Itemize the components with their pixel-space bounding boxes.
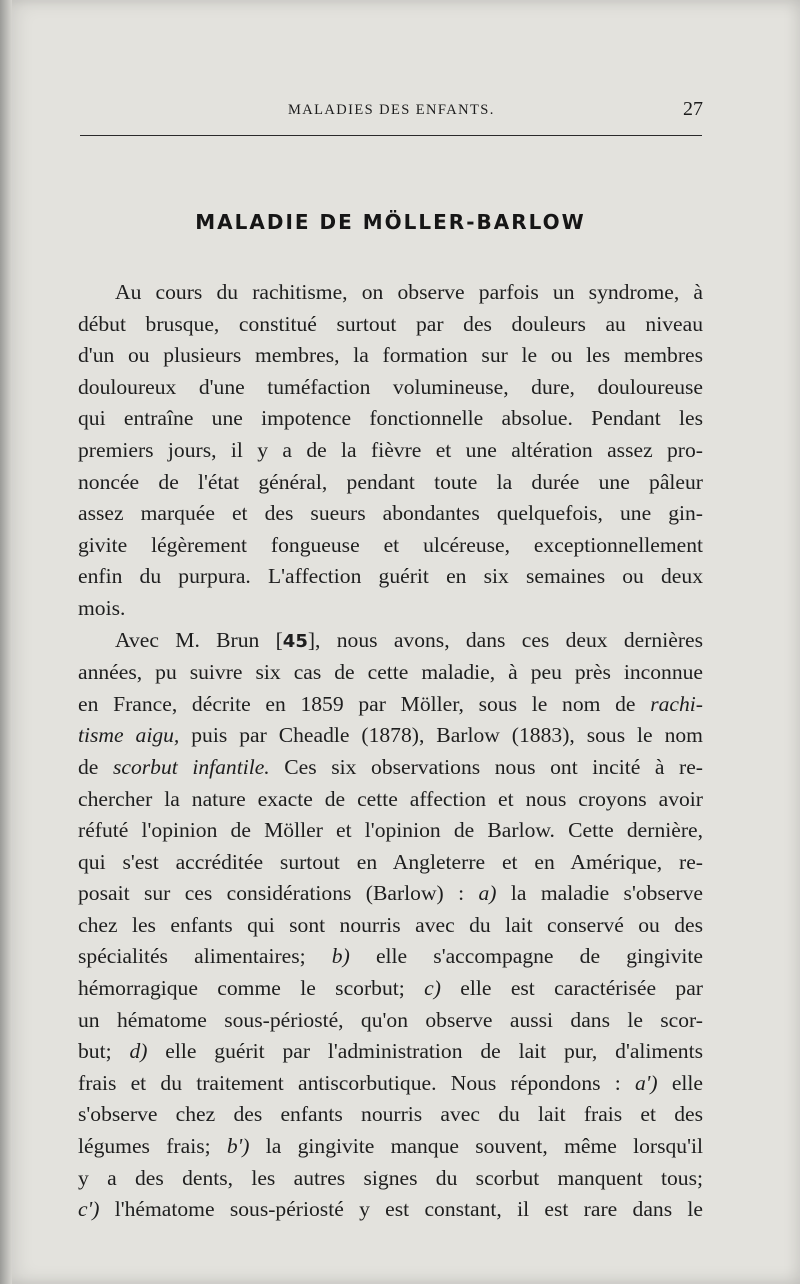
text-segment: de	[78, 754, 113, 779]
text-line	[78, 1068, 703, 1100]
text-segment: l'hématome sous-périosté y est constant, il est rare dans le	[99, 1197, 703, 1222]
list-marker: a)	[478, 881, 497, 906]
text-line: premiers jours, il y a de la fièvre et une altération assez pro-	[78, 437, 703, 462]
text-line	[78, 625, 703, 658]
text-line: qui entraîne une impotence fonctionnelle absolue. Pendant les	[78, 406, 703, 431]
running-title: MALADIES DES ENFANTS.	[288, 102, 495, 118]
text-line	[78, 1131, 703, 1163]
list-marker: b)	[331, 944, 350, 969]
text-line: assez marquée et des sueurs abondantes quelquefois, une gin-	[78, 501, 703, 526]
text-segment: elle	[657, 1070, 703, 1095]
text-line	[78, 1194, 703, 1226]
text-line: s'observe chez des enfants nourris avec du lait frais et des	[78, 1102, 703, 1127]
text-line: qui s'est accréditée surtout en Angleterre et en Amérique, re-	[78, 849, 703, 874]
body-text	[78, 277, 703, 1226]
text-line	[78, 689, 703, 721]
list-marker: d)	[129, 1039, 148, 1064]
italic-term: scorbut infantile.	[112, 754, 270, 779]
text-line: mois.	[78, 595, 126, 620]
page-binding-edge	[0, 0, 12, 1284]
text-line: chez les enfants qui sont nourris avec du lait conservé ou des	[78, 912, 703, 937]
text-segment: frais et du traitement antiscorbutique. Nous répondons :	[78, 1070, 635, 1095]
text-segment: elle s'accompagne de gingivite	[349, 944, 703, 969]
text-line: chercher la nature exacte de cette affection et nous croyons avoir	[78, 786, 703, 811]
text-segment: spécialités alimentaires;	[78, 944, 332, 969]
page-number: 27	[683, 98, 703, 120]
header-rule	[80, 135, 702, 136]
text-segment: Ces six observations nous ont incité à re-	[269, 754, 703, 779]
text-line: début brusque, constitué surtout par des douleurs au niveau	[78, 311, 703, 336]
italic-term: tisme aigu,	[78, 723, 180, 748]
text-line: givite légèrement fongueuse et ulcéreuse, exceptionnellement	[78, 532, 703, 557]
page-header	[78, 100, 703, 124]
list-marker: a')	[634, 1070, 658, 1095]
text-line	[78, 941, 703, 973]
list-marker: c')	[78, 1197, 100, 1222]
text-segment: hémorragique comme le scorbut;	[78, 976, 425, 1001]
reference-number: 45	[282, 630, 308, 652]
text-segment: la gingivite manque souvent, même lorsqu'il	[249, 1134, 703, 1159]
text-segment: légumes frais;	[78, 1134, 227, 1159]
text-line: d'un ou plusieurs membres, la formation sur le ou les membres	[78, 343, 703, 368]
italic-term: rachi-	[650, 691, 703, 716]
text-line: noncée de l'état général, pendant toute la durée une pâleur	[78, 469, 703, 494]
list-marker: b')	[226, 1134, 250, 1159]
text-segment: ], nous avons, dans ces deux dernières	[307, 627, 703, 652]
text-segment: Avec M. Brun [	[115, 627, 283, 652]
list-marker: c)	[424, 976, 441, 1001]
text-line	[78, 973, 703, 1005]
text-line: un hématome sous-périosté, qu'on observe aussi dans le scor-	[78, 1007, 703, 1032]
text-segment: en France, décrite en 1859 par Möller, sous le nom de	[78, 691, 651, 716]
text-segment: posait sur ces considérations (Barlow) :	[78, 881, 479, 906]
text-line: y a des dents, les autres signes du scorbut manquent tous;	[78, 1165, 703, 1190]
chapter-title: MALADIE DE MÖLLER-BARLOW	[195, 210, 586, 234]
text-line	[78, 720, 703, 752]
text-line	[78, 1036, 703, 1068]
text-line: années, pu suivre six cas de cette maladie, à peu près inconnue	[78, 660, 703, 685]
text-segment: but;	[78, 1039, 130, 1064]
text-line: réfuté l'opinion de Möller et l'opinion de Barlow. Cette dernière,	[78, 818, 703, 843]
text-segment: la maladie s'observe	[496, 881, 703, 906]
text-line: douloureux d'une tuméfaction volumineuse, dure, douloureuse	[78, 374, 703, 399]
text-line	[78, 878, 703, 910]
text-segment: elle guérit par l'administration de lait pur, d'aliments	[147, 1039, 703, 1064]
text-line	[78, 752, 703, 784]
text-segment: elle est caractérisée par	[440, 976, 703, 1001]
text-segment: puis par Cheadle (1878), Barlow (1883), sous le nom	[179, 723, 703, 748]
text-line: Au cours du rachitisme, on observe parfois un syndrome, à	[115, 280, 703, 304]
text-line: enfin du purpura. L'affection guérit en six semaines ou deux	[78, 564, 703, 589]
